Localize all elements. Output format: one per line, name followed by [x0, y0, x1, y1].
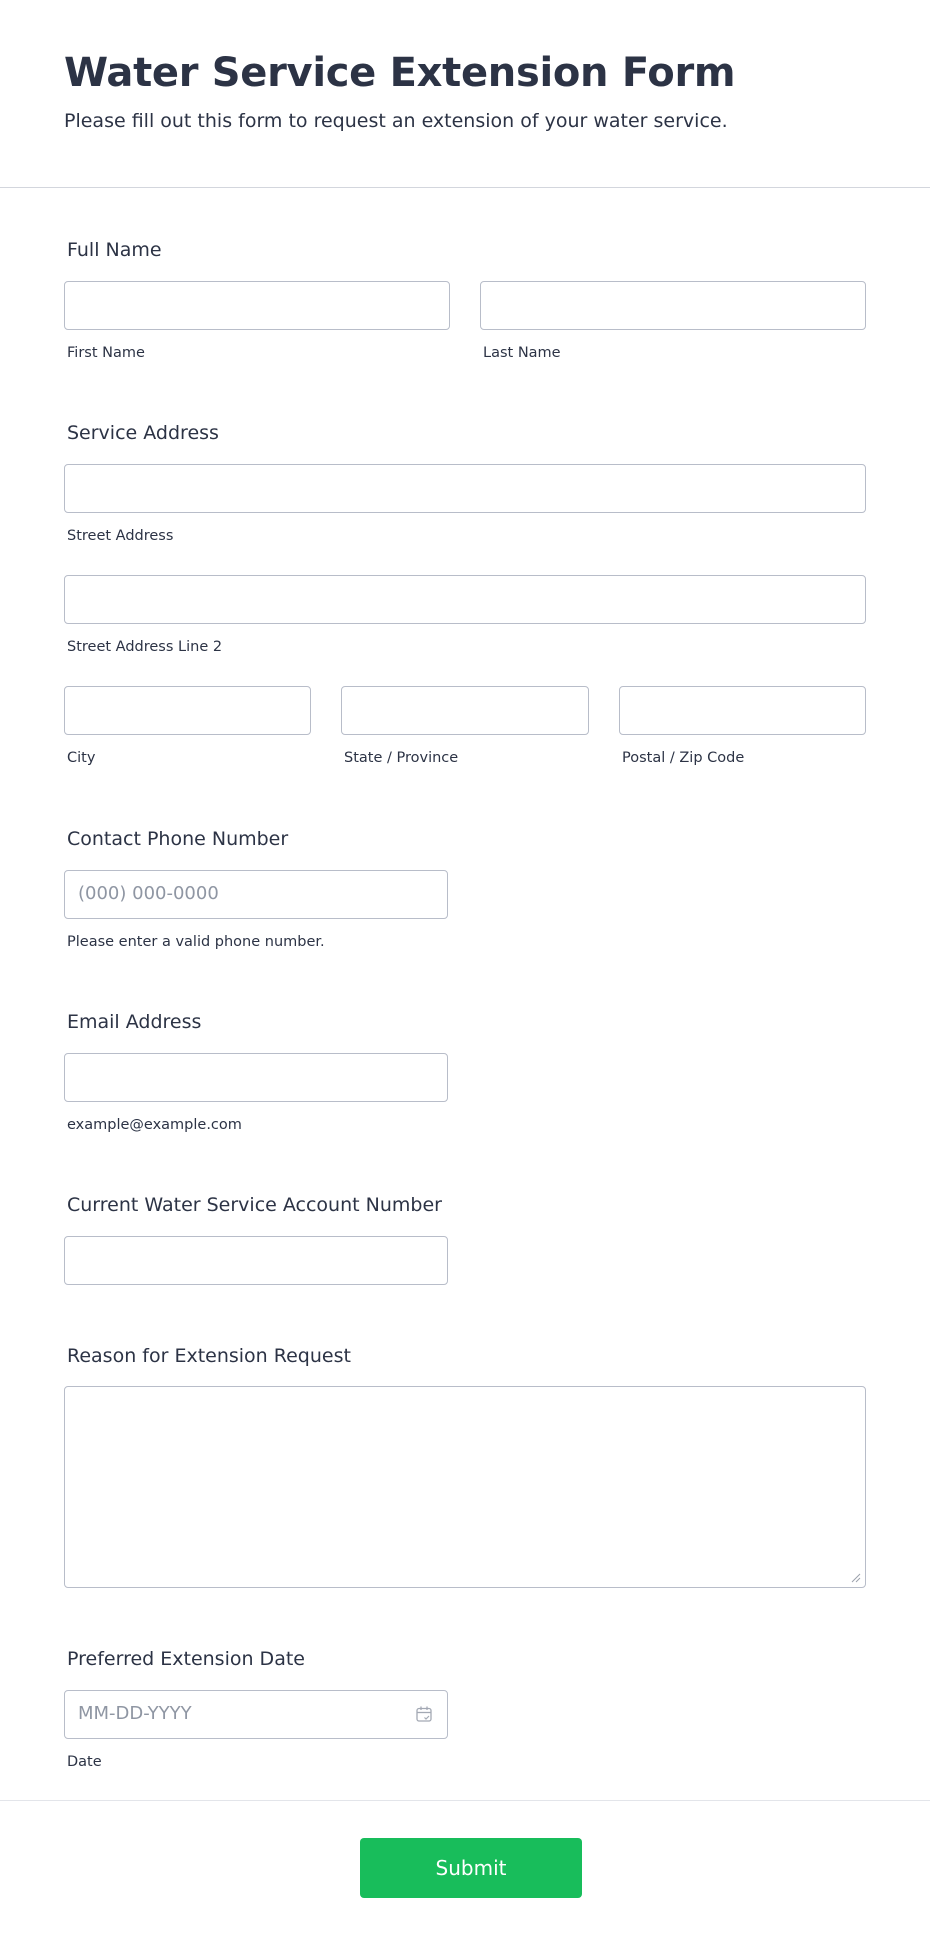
city-sublabel: City	[67, 750, 96, 766]
first-name-sublabel: First Name	[67, 345, 145, 361]
calendar-icon[interactable]	[415, 1705, 433, 1723]
email-sublabel: example@example.com	[67, 1117, 242, 1133]
email-input[interactable]	[64, 1053, 448, 1102]
first-name-input[interactable]	[64, 281, 450, 330]
email-label: Email Address	[67, 1011, 202, 1033]
form-subtitle: Please fill out this form to request an extension of your water service.	[64, 110, 728, 132]
submit-button[interactable]: Submit	[360, 1838, 582, 1898]
street-address-line2-sublabel: Street Address Line 2	[67, 639, 223, 655]
reason-textarea[interactable]	[64, 1386, 866, 1588]
phone-label: Contact Phone Number	[67, 828, 289, 850]
last-name-sublabel: Last Name	[483, 345, 561, 361]
service-address-label: Service Address	[67, 422, 219, 444]
extension-date-label: Preferred Extension Date	[67, 1648, 305, 1670]
phone-input[interactable]	[64, 870, 448, 919]
street-address-sublabel: Street Address	[67, 528, 174, 544]
form-header	[0, 0, 930, 188]
account-number-label: Current Water Service Account Number	[67, 1194, 442, 1216]
phone-sublabel: Please enter a valid phone number.	[67, 934, 325, 950]
phone-placeholder: (000) 000-0000	[78, 883, 219, 904]
form-title: Water Service Extension Form	[64, 50, 736, 96]
street-address-input[interactable]	[64, 464, 866, 513]
state-province-sublabel: State / Province	[344, 750, 459, 766]
date-placeholder: MM-DD-YYYY	[78, 1703, 192, 1724]
postal-zip-sublabel: Postal / Zip Code	[622, 750, 745, 766]
account-number-input[interactable]	[64, 1236, 448, 1285]
date-input[interactable]	[64, 1690, 448, 1739]
date-sublabel: Date	[67, 1754, 102, 1770]
reason-label: Reason for Extension Request	[67, 1345, 351, 1367]
state-province-input[interactable]	[341, 686, 589, 735]
last-name-input[interactable]	[480, 281, 866, 330]
resize-grip-icon[interactable]	[851, 1573, 861, 1583]
street-address-line2-input[interactable]	[64, 575, 866, 624]
city-input[interactable]	[64, 686, 311, 735]
postal-zip-input[interactable]	[619, 686, 866, 735]
full-name-label: Full Name	[67, 239, 162, 261]
